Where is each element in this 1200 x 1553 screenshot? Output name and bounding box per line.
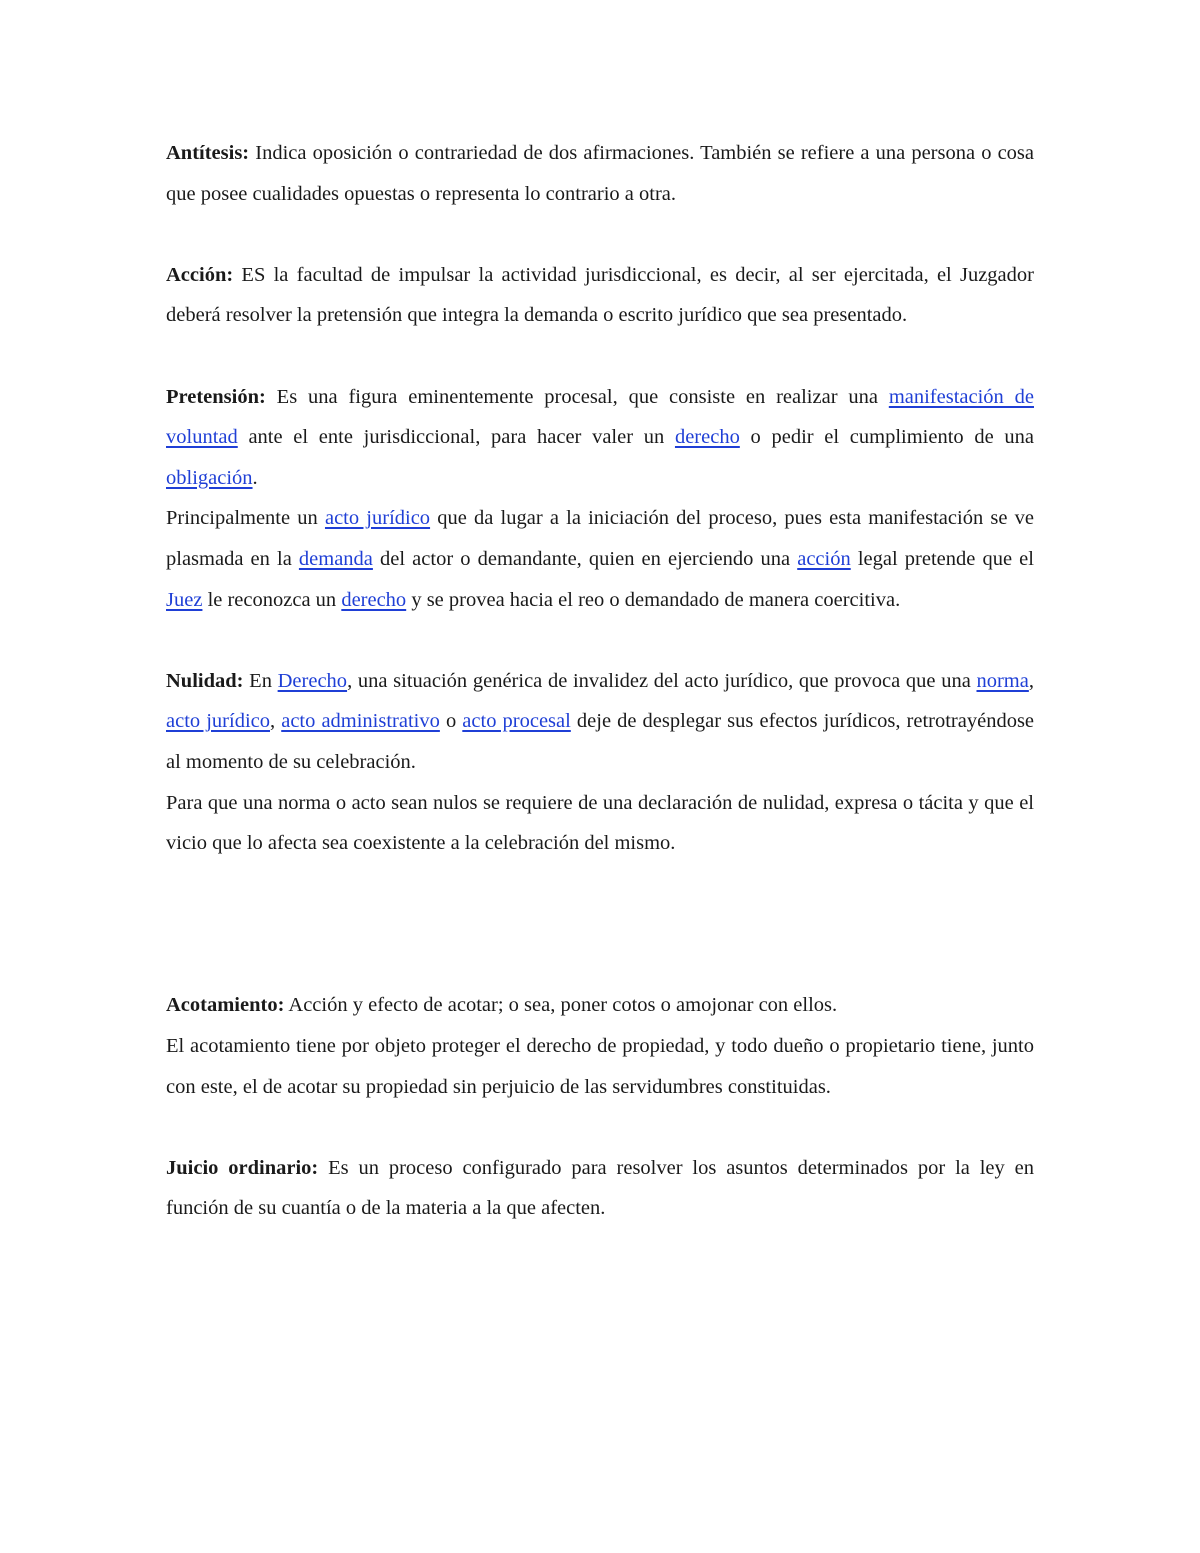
term-antitesis: Antítesis: [166, 142, 250, 164]
term-pretension: Pretensión: [166, 385, 266, 408]
text-segment: legal pretende que el [850, 547, 1034, 570]
text-segment: ante el ente jurisdiccional, para hacer valer un [237, 426, 675, 449]
entry-antitesis [166, 133, 1034, 214]
entry-nulidad-continuation [166, 783, 1034, 864]
text-segment: Es una figura eminentemente procesal, que consiste en realizar una [265, 385, 889, 408]
text-segment: o pedir el cumplimiento de una [739, 426, 1035, 449]
link-manifestacion-de-voluntad[interactable]: manifestación de voluntad [166, 385, 1034, 449]
text-segment: Para que una norma o acto sean nulos se requiere de una declaración de nulidad, expresa o tácita y que el vicio que lo afecta sea coexistente a la celebración del mismo. [166, 791, 1034, 855]
entry-pretension [166, 377, 1034, 499]
document-page [166, 133, 1034, 1229]
text-segment: le reconozca un [202, 588, 342, 611]
text-segment: El acotamiento tiene por objeto proteger el derecho de propiedad, y todo dueño o propietario tiene, junto con este, el de acotar su propiedad sin perjuicio de las servidumbres constituidas. [166, 1035, 1034, 1098]
entry-acotamiento-continuation [166, 1026, 1034, 1107]
paragraph-gap [166, 620, 1034, 661]
text-segment: En [243, 669, 278, 692]
text-segment: que da lugar a la iniciación del proceso, pues esta manifestación se ve plasmada en la [166, 507, 1034, 570]
link-juez[interactable]: Juez [166, 588, 203, 611]
link-derecho[interactable]: Derecho [277, 669, 348, 692]
text-segment: y se provea hacia el reo o demandado de manera coercitiva. [406, 588, 901, 611]
entry-acotamiento [166, 985, 1034, 1026]
term-juicio-ordinario: Juicio ordinario: [166, 1156, 319, 1179]
text-segment: , una situación genérica de invalidez del acto jurídico, que provoca que una [347, 669, 977, 692]
text-segment: o [439, 710, 463, 733]
text-segment: Principalmente un [166, 507, 325, 530]
definition-juicio-ordinario: Es un proceso configurado para resolver los asuntos determinados por la ley en función de su cuantía o de la materia a la que afecten. [166, 1156, 1034, 1220]
definition-antitesis: Indica oposición o contrariedad de dos afirmaciones. También se refiere a una persona o cosa que posee cualidades opuestas o representa lo contrario a otra. [166, 142, 1034, 205]
text-segment: , [1028, 669, 1034, 692]
entry-nulidad [166, 661, 1034, 783]
entry-accion [166, 255, 1034, 336]
link-accion[interactable]: acción [797, 547, 851, 570]
paragraph-gap [166, 336, 1034, 377]
definition-accion: ES la facultad de impulsar la actividad jurisdiccional, es decir, al ser ejercitada, el Juzgador deberá resolver la pretensión que integra la demanda o escrito jurídico que sea presentado. [166, 263, 1034, 327]
paragraph-gap [166, 1107, 1034, 1148]
term-acotamiento: Acotamiento: [166, 994, 285, 1017]
link-norma[interactable]: norma [976, 669, 1029, 692]
text-segment: del actor o demandante, quien en ejerciendo una [372, 547, 798, 570]
link-demanda[interactable]: demanda [298, 547, 373, 570]
link-obligacion[interactable]: obligación [166, 466, 253, 489]
text-segment: , [270, 710, 282, 733]
link-acto-procesal[interactable]: acto procesal [462, 710, 571, 733]
text-segment: . [252, 466, 258, 489]
entry-pretension-continuation [166, 498, 1034, 620]
link-acto-juridico[interactable]: acto jurídico [166, 710, 270, 733]
definition-acotamiento: Acción y efecto de acotar; o sea, poner cotos o amojonar con ellos. [284, 994, 838, 1017]
section-gap [166, 864, 1034, 986]
term-accion: Acción: [166, 263, 234, 286]
link-derecho[interactable]: derecho [674, 426, 740, 449]
entry-juicio-ordinario [166, 1148, 1034, 1229]
link-acto-administrativo[interactable]: acto administrativo [281, 710, 440, 733]
term-nulidad: Nulidad: [166, 669, 244, 692]
paragraph-gap [166, 214, 1034, 255]
link-acto-juridico[interactable]: acto jurídico [324, 507, 431, 530]
link-derecho[interactable]: derecho [341, 588, 407, 611]
text-segment: deje de desplegar sus efectos jurídicos, retrotrayéndose al momento de su celebración. [166, 710, 1035, 773]
